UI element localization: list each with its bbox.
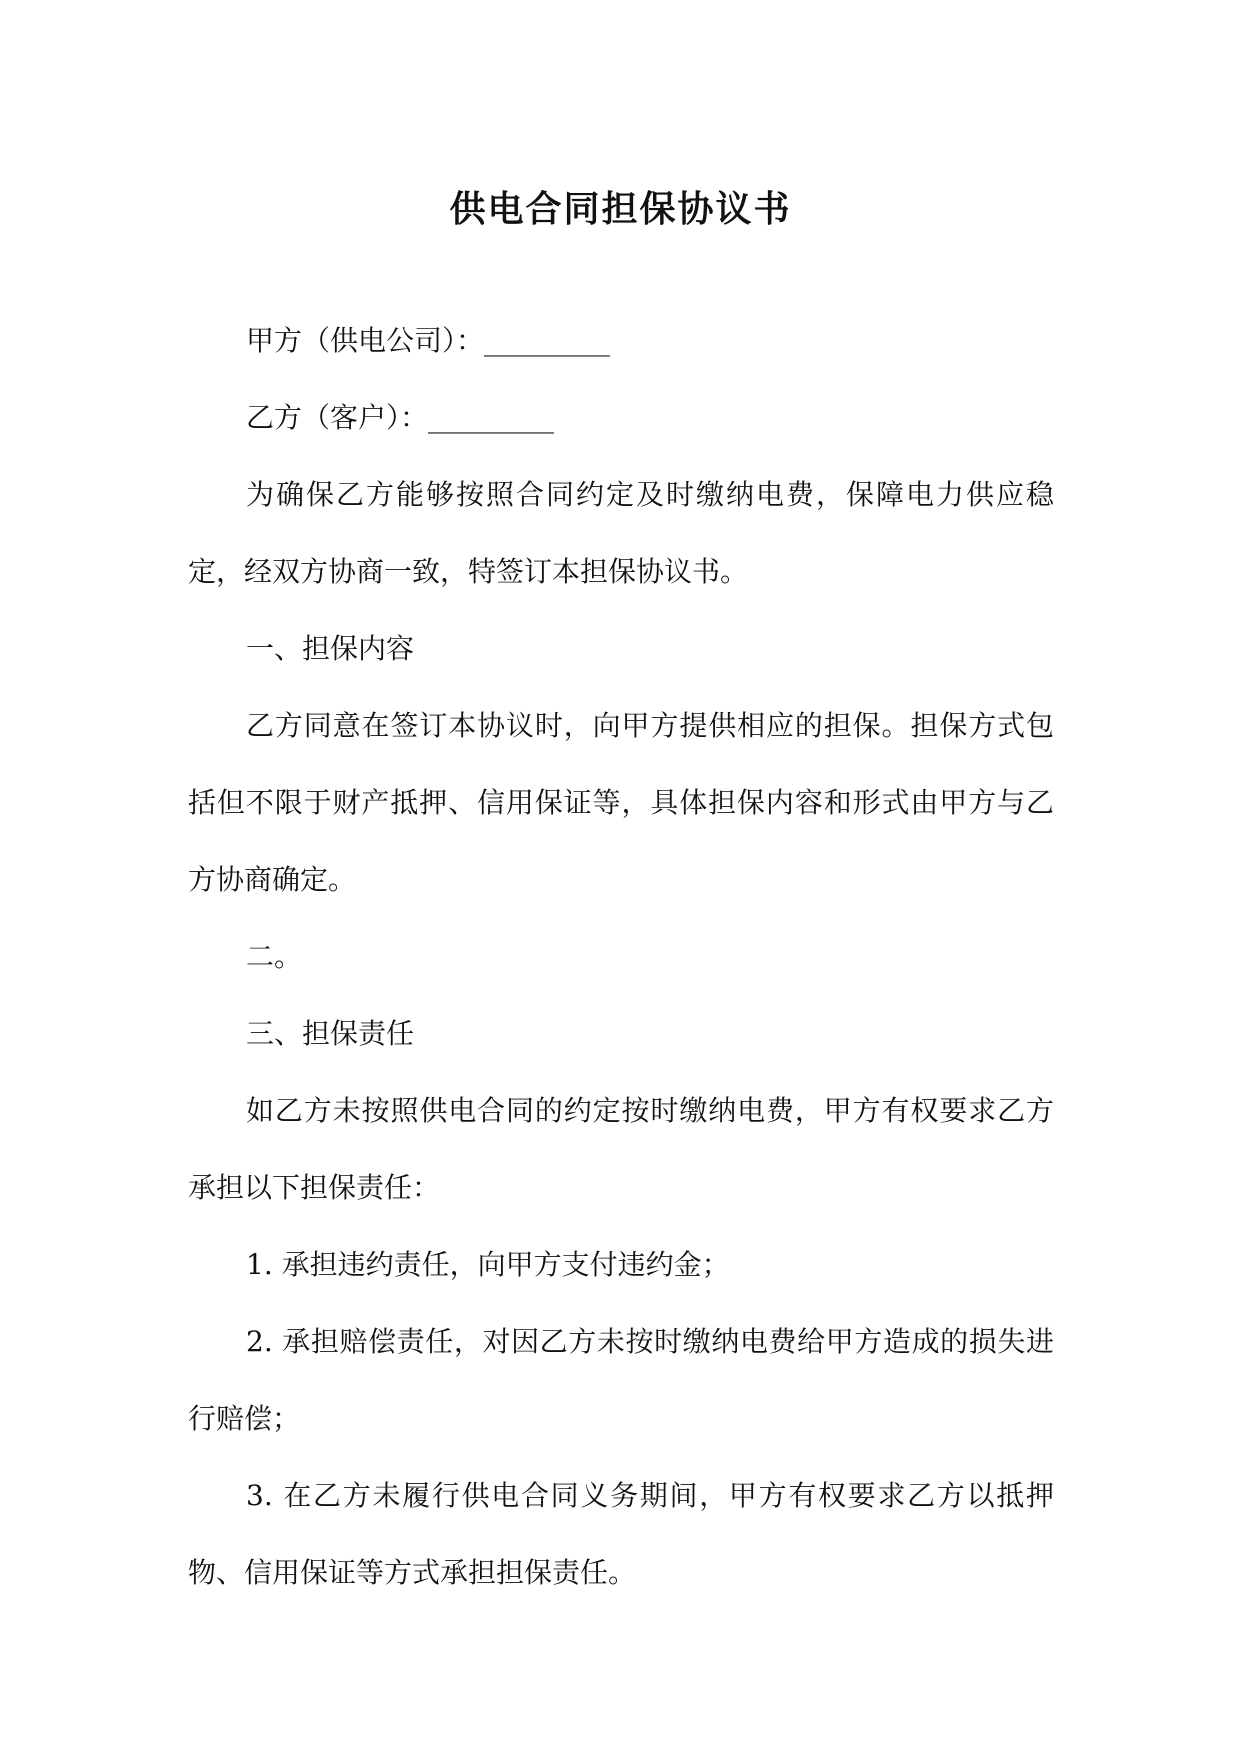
party-b-blank: _________ <box>428 401 555 434</box>
party-a-label: 甲方（供电公司）： <box>246 324 485 357</box>
party-b-label: 乙方（客户）： <box>246 401 429 434</box>
section-3-paragraph: 如乙方未按照供电合同的约定按时缴纳电费，甲方有权要求乙方承担以下担保责任： <box>188 1094 1054 1204</box>
list-item: 2. 承担赔偿责任，对因乙方未按时缴纳电费给甲方造成的损失进行赔偿； <box>188 1325 1054 1435</box>
party-a-blank: _________ <box>484 324 611 357</box>
document-body <box>188 302 1054 1611</box>
section-3-heading: 三、担保责任 <box>246 1017 415 1050</box>
section-1-heading: 一、担保内容 <box>246 632 415 665</box>
section-2-heading: 二。 <box>246 940 303 973</box>
section-1-paragraph: 乙方同意在签订本协议时，向甲方提供相应的担保。担保方式包括但不限于财产抵押、信用保证等，具体担保内容和形式由甲方与乙方协商确定。 <box>188 709 1054 896</box>
document-title: 供电合同担保协议书 <box>449 189 792 230</box>
list-item: 1. 承担违约责任，向甲方支付违约金； <box>246 1248 730 1281</box>
party-a-line <box>188 302 1054 379</box>
intro-paragraph: 为确保乙方能够按照合同约定及时缴纳电费，保障电力供应稳定，经双方协商一致，特签订本担保协议书。 <box>188 478 1054 588</box>
list-item: 3. 在乙方未履行供电合同义务期间，甲方有权要求乙方以抵押物、信用保证等方式承担担保责任。 <box>188 1479 1054 1589</box>
party-b-line <box>188 379 1054 456</box>
